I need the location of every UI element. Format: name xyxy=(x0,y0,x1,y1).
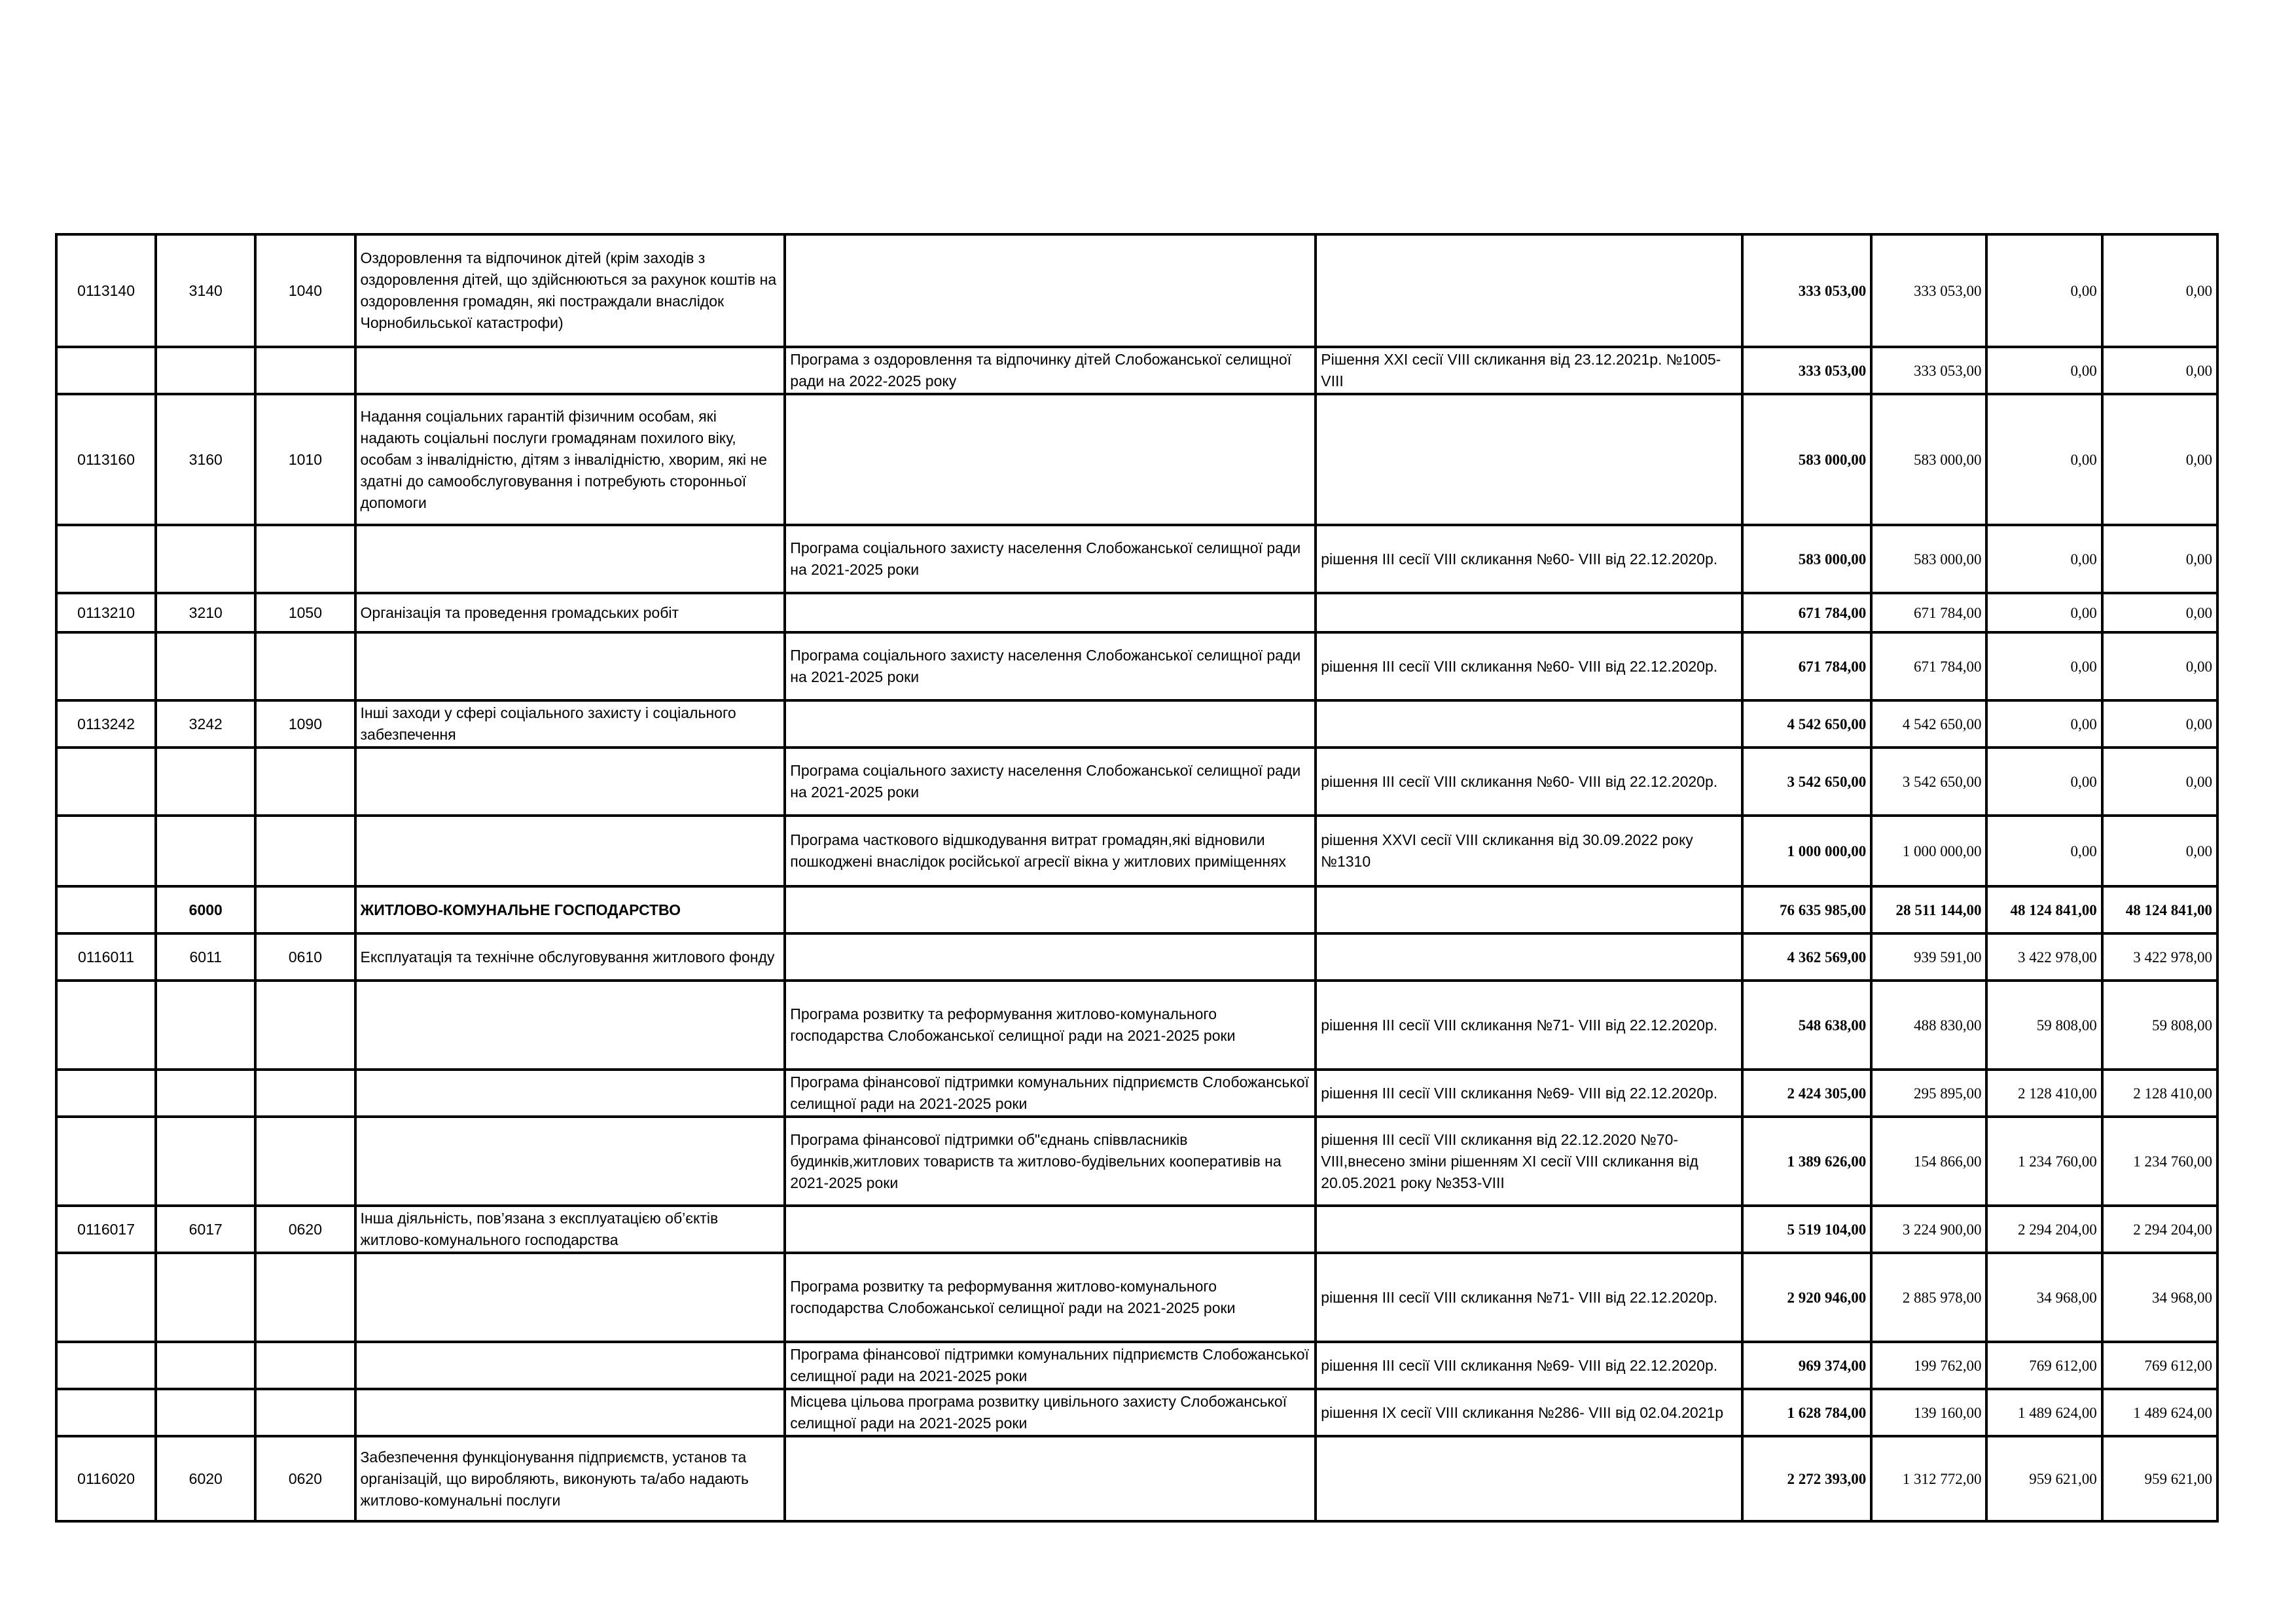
decision-cell: рішення ІІІ сесії VIII скликання №60- VIII від 22.12.2020р. xyxy=(1316,748,1742,816)
code-program-cell: 0113242 xyxy=(56,700,156,748)
code-function-cell xyxy=(255,1117,355,1206)
total-amount-cell: 2 424 305,00 xyxy=(1742,1070,1871,1117)
code-program-cell: 0113160 xyxy=(56,394,156,525)
code-program-cell xyxy=(56,1389,156,1436)
special-fund-cell: 0,00 xyxy=(1986,234,2102,347)
code-kfk-cell xyxy=(156,632,255,700)
local-program-cell xyxy=(785,1436,1316,1521)
section-row xyxy=(56,886,2217,933)
table-row xyxy=(56,234,2217,347)
total-amount-cell: 76 635 985,00 xyxy=(1742,886,1871,933)
special-fund-cell: 0,00 xyxy=(1986,816,2102,886)
general-fund-cell: 3 224 900,00 xyxy=(1871,1206,1986,1253)
program-name-cell xyxy=(355,525,785,593)
special-fund-cell: 59 808,00 xyxy=(1986,981,2102,1070)
program-name-cell xyxy=(355,1117,785,1206)
total-amount-cell: 671 784,00 xyxy=(1742,593,1871,632)
local-program-cell xyxy=(785,593,1316,632)
program-subrow xyxy=(56,525,2217,593)
development-budget-cell: 34 968,00 xyxy=(2102,1253,2217,1342)
development-budget-cell: 2 294 204,00 xyxy=(2102,1206,2217,1253)
code-kfk-cell xyxy=(156,748,255,816)
code-program-cell: 0116011 xyxy=(56,933,156,981)
code-function-cell: 1090 xyxy=(255,700,355,748)
total-amount-cell: 3 542 650,00 xyxy=(1742,748,1871,816)
decision-cell: рішення ІІІ сесії VIII скликання №71- VIII від 22.12.2020р. xyxy=(1316,981,1742,1070)
local-program-cell: Програма розвитку та реформування житлово-комунального господарства Слобожанської селищної ради на 2021-2025 роки xyxy=(785,1253,1316,1342)
local-program-cell: Програма соціального захисту населення Слобожанської селищної ради на 2021-2025 роки xyxy=(785,748,1316,816)
code-function-cell: 0620 xyxy=(255,1436,355,1521)
local-program-cell: Програма фінансової підтримки комунальних підприємств Слобожанської селищної ради на 2021-2025 роки xyxy=(785,1070,1316,1117)
general-fund-cell: 583 000,00 xyxy=(1871,394,1986,525)
total-amount-cell: 4 542 650,00 xyxy=(1742,700,1871,748)
development-budget-cell: 59 808,00 xyxy=(2102,981,2217,1070)
decision-cell xyxy=(1316,394,1742,525)
code-program-cell: 0113210 xyxy=(56,593,156,632)
special-fund-cell: 0,00 xyxy=(1986,394,2102,525)
code-kfk-cell xyxy=(156,816,255,886)
decision-cell: рішення ІІІ сесії VIII скликання №69- VIII від 22.12.2020р. xyxy=(1316,1342,1742,1389)
decision-cell: Рішення ХХІ сесії VIII скликання від 23.12.2021р. №1005-VIII xyxy=(1316,347,1742,394)
total-amount-cell: 2 920 946,00 xyxy=(1742,1253,1871,1342)
code-kfk-cell: 3160 xyxy=(156,394,255,525)
code-program-cell xyxy=(56,1342,156,1389)
program-name-cell xyxy=(355,816,785,886)
development-budget-cell: 48 124 841,00 xyxy=(2102,886,2217,933)
decision-cell: рішення ХХVІ сесії VIII скликання від 30.09.2022 року №1310 xyxy=(1316,816,1742,886)
code-function-cell: 1010 xyxy=(255,394,355,525)
development-budget-cell: 0,00 xyxy=(2102,234,2217,347)
local-program-cell: Програма соціального захисту населення Слобожанської селищної ради на 2021-2025 роки xyxy=(785,525,1316,593)
local-program-cell xyxy=(785,234,1316,347)
general-fund-cell: 4 542 650,00 xyxy=(1871,700,1986,748)
general-fund-cell: 2 885 978,00 xyxy=(1871,1253,1986,1342)
code-kfk-cell: 6011 xyxy=(156,933,255,981)
code-kfk-cell: 3242 xyxy=(156,700,255,748)
local-program-cell xyxy=(785,933,1316,981)
program-name-cell xyxy=(355,1342,785,1389)
general-fund-cell: 3 542 650,00 xyxy=(1871,748,1986,816)
decision-cell xyxy=(1316,933,1742,981)
decision-cell: рішення ІХ сесії VIII скликання №286- VIII від 02.04.2021р xyxy=(1316,1389,1742,1436)
local-program-cell xyxy=(785,394,1316,525)
general-fund-cell: 199 762,00 xyxy=(1871,1342,1986,1389)
special-fund-cell: 34 968,00 xyxy=(1986,1253,2102,1342)
code-function-cell xyxy=(255,748,355,816)
decision-cell xyxy=(1316,593,1742,632)
decision-cell xyxy=(1316,1436,1742,1521)
code-function-cell: 1050 xyxy=(255,593,355,632)
general-fund-cell: 583 000,00 xyxy=(1871,525,1986,593)
code-function-cell xyxy=(255,525,355,593)
program-name-cell: Інші заходи у сфері соціального захисту і соціального забезпечення xyxy=(355,700,785,748)
program-name-cell xyxy=(355,1253,785,1342)
development-budget-cell: 0,00 xyxy=(2102,525,2217,593)
table-row xyxy=(56,700,2217,748)
code-kfk-cell xyxy=(156,1117,255,1206)
table-row xyxy=(56,593,2217,632)
code-function-cell xyxy=(255,886,355,933)
total-amount-cell: 333 053,00 xyxy=(1742,347,1871,394)
special-fund-cell: 1 489 624,00 xyxy=(1986,1389,2102,1436)
program-name-cell: Інша діяльність, пов’язана з експлуатацією об’єктів житлово-комунального господарства xyxy=(355,1206,785,1253)
total-amount-cell: 548 638,00 xyxy=(1742,981,1871,1070)
special-fund-cell: 0,00 xyxy=(1986,748,2102,816)
code-function-cell: 1040 xyxy=(255,234,355,347)
code-program-cell xyxy=(56,632,156,700)
program-name-cell xyxy=(355,632,785,700)
code-function-cell xyxy=(255,981,355,1070)
development-budget-cell: 0,00 xyxy=(2102,748,2217,816)
general-fund-cell: 333 053,00 xyxy=(1871,347,1986,394)
table-row xyxy=(56,1436,2217,1521)
local-program-cell: Програма соціального захисту населення Слобожанської селищної ради на 2021-2025 роки xyxy=(785,632,1316,700)
code-function-cell xyxy=(255,632,355,700)
code-kfk-cell xyxy=(156,1253,255,1342)
program-name-cell xyxy=(355,1389,785,1436)
special-fund-cell: 0,00 xyxy=(1986,347,2102,394)
program-subrow xyxy=(56,748,2217,816)
special-fund-cell: 0,00 xyxy=(1986,593,2102,632)
development-budget-cell: 1 234 760,00 xyxy=(2102,1117,2217,1206)
budget-programs-table xyxy=(55,233,2219,1523)
code-program-cell xyxy=(56,816,156,886)
total-amount-cell: 2 272 393,00 xyxy=(1742,1436,1871,1521)
program-name-cell: ЖИТЛОВО-КОМУНАЛЬНЕ ГОСПОДАРСТВО xyxy=(355,886,785,933)
special-fund-cell: 48 124 841,00 xyxy=(1986,886,2102,933)
table-row xyxy=(56,933,2217,981)
special-fund-cell: 0,00 xyxy=(1986,632,2102,700)
code-kfk-cell xyxy=(156,525,255,593)
development-budget-cell: 959 621,00 xyxy=(2102,1436,2217,1521)
local-program-cell: Програма розвитку та реформування житлово-комунального господарства Слобожанської селищної ради на 2021-2025 роки xyxy=(785,981,1316,1070)
general-fund-cell: 1 312 772,00 xyxy=(1871,1436,1986,1521)
local-program-cell: Програма з оздоровлення та відпочинку дітей Слобожанської селищної ради на 2022-2025 року xyxy=(785,347,1316,394)
decision-cell xyxy=(1316,700,1742,748)
total-amount-cell: 1 389 626,00 xyxy=(1742,1117,1871,1206)
general-fund-cell: 1 000 000,00 xyxy=(1871,816,1986,886)
general-fund-cell: 28 511 144,00 xyxy=(1871,886,1986,933)
code-kfk-cell xyxy=(156,1070,255,1117)
program-name-cell xyxy=(355,347,785,394)
general-fund-cell: 939 591,00 xyxy=(1871,933,1986,981)
program-name-cell: Оздоровлення та відпочинок дітей (крім заходів з оздоровлення дітей, що здійснюються за рахунок коштів на оздоровлення громадян, які постраждали внаслідок Чорнобильської катастрофи) xyxy=(355,234,785,347)
development-budget-cell: 0,00 xyxy=(2102,394,2217,525)
code-kfk-cell: 6000 xyxy=(156,886,255,933)
total-amount-cell: 5 519 104,00 xyxy=(1742,1206,1871,1253)
table-row xyxy=(56,1206,2217,1253)
code-function-cell xyxy=(255,1253,355,1342)
code-kfk-cell xyxy=(156,1389,255,1436)
total-amount-cell: 1 628 784,00 xyxy=(1742,1389,1871,1436)
code-function-cell xyxy=(255,1070,355,1117)
code-kfk-cell: 3140 xyxy=(156,234,255,347)
decision-cell: рішення ІІІ сесії VIII скликання від 22.12.2020 №70-VIII,внесено зміни рішенням ХІ сесії VIII скликання від 20.05.2021 року №353-VIII xyxy=(1316,1117,1742,1206)
general-fund-cell: 295 895,00 xyxy=(1871,1070,1986,1117)
code-program-cell xyxy=(56,1117,156,1206)
program-subrow xyxy=(56,981,2217,1070)
local-program-cell: Програма фінансової підтримки комунальних підприємств Слобожанської селищної ради на 2021-2025 роки xyxy=(785,1342,1316,1389)
general-fund-cell: 154 866,00 xyxy=(1871,1117,1986,1206)
program-name-cell: Організація та проведення громадських робіт xyxy=(355,593,785,632)
code-function-cell xyxy=(255,816,355,886)
code-kfk-cell xyxy=(156,1342,255,1389)
program-subrow xyxy=(56,1389,2217,1436)
general-fund-cell: 671 784,00 xyxy=(1871,632,1986,700)
decision-cell xyxy=(1316,886,1742,933)
program-subrow xyxy=(56,1070,2217,1117)
decision-cell: рішення ІІІ сесії VIII скликання №69- VIII від 22.12.2020р. xyxy=(1316,1070,1742,1117)
total-amount-cell: 333 053,00 xyxy=(1742,234,1871,347)
code-function-cell: 0620 xyxy=(255,1206,355,1253)
table-body xyxy=(56,234,2217,1521)
decision-cell: рішення ІІІ сесії VIII скликання №60- VIII від 22.12.2020р. xyxy=(1316,632,1742,700)
development-budget-cell: 3 422 978,00 xyxy=(2102,933,2217,981)
general-fund-cell: 671 784,00 xyxy=(1871,593,1986,632)
program-name-cell: Забезпечення функціонування підприємств, установ та організацій, що виробляють, виконують та/або надають житлово-комунальні послуги xyxy=(355,1436,785,1521)
special-fund-cell: 2 128 410,00 xyxy=(1986,1070,2102,1117)
general-fund-cell: 488 830,00 xyxy=(1871,981,1986,1070)
program-name-cell xyxy=(355,1070,785,1117)
development-budget-cell: 0,00 xyxy=(2102,700,2217,748)
general-fund-cell: 139 160,00 xyxy=(1871,1389,1986,1436)
program-name-cell xyxy=(355,748,785,816)
code-kfk-cell: 3210 xyxy=(156,593,255,632)
special-fund-cell: 1 234 760,00 xyxy=(1986,1117,2102,1206)
special-fund-cell: 769 612,00 xyxy=(1986,1342,2102,1389)
decision-cell: рішення ІІІ сесії VIII скликання №71- VIII від 22.12.2020р. xyxy=(1316,1253,1742,1342)
code-kfk-cell: 6020 xyxy=(156,1436,255,1521)
program-subrow xyxy=(56,1117,2217,1206)
development-budget-cell: 1 489 624,00 xyxy=(2102,1389,2217,1436)
total-amount-cell: 1 000 000,00 xyxy=(1742,816,1871,886)
local-program-cell xyxy=(785,886,1316,933)
program-name-cell xyxy=(355,981,785,1070)
development-budget-cell: 2 128 410,00 xyxy=(2102,1070,2217,1117)
code-program-cell xyxy=(56,748,156,816)
decision-cell xyxy=(1316,234,1742,347)
code-function-cell xyxy=(255,1389,355,1436)
special-fund-cell: 959 621,00 xyxy=(1986,1436,2102,1521)
development-budget-cell: 0,00 xyxy=(2102,593,2217,632)
development-budget-cell: 769 612,00 xyxy=(2102,1342,2217,1389)
decision-cell xyxy=(1316,1206,1742,1253)
special-fund-cell: 2 294 204,00 xyxy=(1986,1206,2102,1253)
program-subrow xyxy=(56,632,2217,700)
code-kfk-cell xyxy=(156,347,255,394)
code-program-cell: 0116020 xyxy=(56,1436,156,1521)
program-name-cell: Надання соціальних гарантій фізичним особам, які надають соціальні послуги громадянам похилого віку, особам з інвалідністю, дітям з інвалідністю, хворим, які не здатні до самообслуговування і потребують сторонньої допомоги xyxy=(355,394,785,525)
total-amount-cell: 4 362 569,00 xyxy=(1742,933,1871,981)
code-function-cell: 0610 xyxy=(255,933,355,981)
code-program-cell xyxy=(56,1070,156,1117)
program-subrow xyxy=(56,1253,2217,1342)
local-program-cell xyxy=(785,700,1316,748)
total-amount-cell: 583 000,00 xyxy=(1742,394,1871,525)
program-subrow xyxy=(56,816,2217,886)
development-budget-cell: 0,00 xyxy=(2102,816,2217,886)
code-program-cell xyxy=(56,886,156,933)
code-kfk-cell xyxy=(156,981,255,1070)
table-row xyxy=(56,394,2217,525)
code-kfk-cell: 6017 xyxy=(156,1206,255,1253)
development-budget-cell: 0,00 xyxy=(2102,347,2217,394)
development-budget-cell: 0,00 xyxy=(2102,632,2217,700)
code-program-cell xyxy=(56,1253,156,1342)
local-program-cell xyxy=(785,1206,1316,1253)
decision-cell: рішення ІІІ сесії VIII скликання №60- VIII від 22.12.2020р. xyxy=(1316,525,1742,593)
special-fund-cell: 3 422 978,00 xyxy=(1986,933,2102,981)
code-program-cell: 0113140 xyxy=(56,234,156,347)
special-fund-cell: 0,00 xyxy=(1986,700,2102,748)
total-amount-cell: 583 000,00 xyxy=(1742,525,1871,593)
code-program-cell xyxy=(56,347,156,394)
total-amount-cell: 969 374,00 xyxy=(1742,1342,1871,1389)
code-program-cell xyxy=(56,525,156,593)
code-function-cell xyxy=(255,347,355,394)
code-function-cell xyxy=(255,1342,355,1389)
general-fund-cell: 333 053,00 xyxy=(1871,234,1986,347)
total-amount-cell: 671 784,00 xyxy=(1742,632,1871,700)
program-subrow xyxy=(56,1342,2217,1389)
local-program-cell: Місцева цільова програма розвитку цивільного захисту Слобожанської селищної ради на 2021-2025 роки xyxy=(785,1389,1316,1436)
local-program-cell: Програма фінансової підтримки об"єднань співвласників будинків,житлових товариств та житлово-будівельних кооперативів на 2021-2025 роки xyxy=(785,1117,1316,1206)
program-name-cell: Експлуатація та технічне обслуговування житлового фонду xyxy=(355,933,785,981)
special-fund-cell: 0,00 xyxy=(1986,525,2102,593)
program-subrow xyxy=(56,347,2217,394)
code-program-cell xyxy=(56,981,156,1070)
local-program-cell: Програма часткового відшкодування витрат громадян,які відновили пошкоджені внаслідок російської агресії вікна у житлових приміщеннях xyxy=(785,816,1316,886)
code-program-cell: 0116017 xyxy=(56,1206,156,1253)
